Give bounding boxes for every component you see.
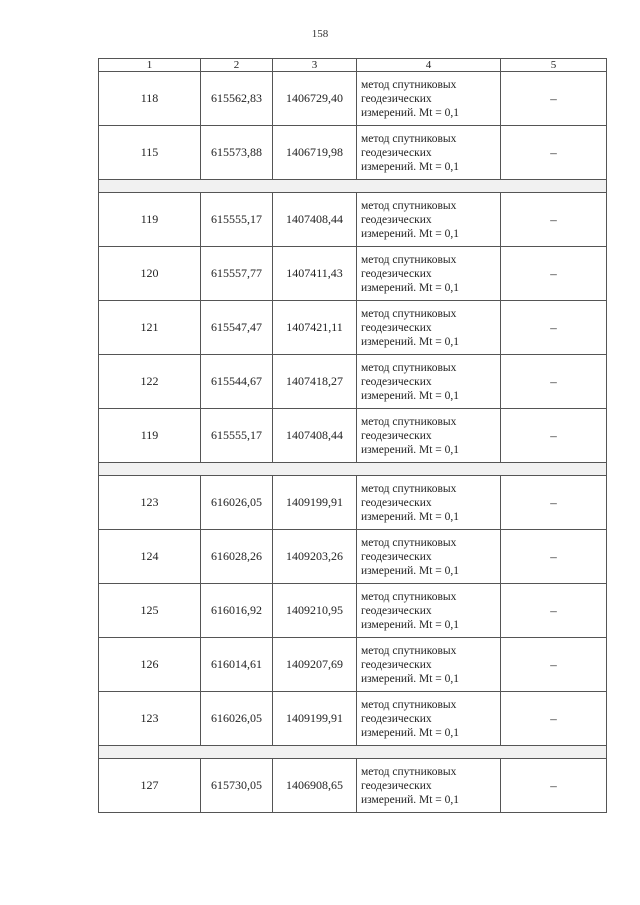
method-line: метод спутниковых bbox=[361, 78, 457, 91]
method-cell bbox=[357, 355, 501, 409]
table-row bbox=[99, 759, 607, 813]
method-line: метод спутниковых bbox=[361, 482, 457, 495]
note-cell: – bbox=[501, 193, 607, 247]
method-line: геодезических bbox=[361, 429, 432, 442]
y-coordinate-cell: 1406719,98 bbox=[273, 126, 357, 180]
table-row bbox=[99, 72, 607, 126]
header-cell-2: 2 bbox=[201, 59, 273, 72]
x-coordinate-cell: 615557,77 bbox=[201, 247, 273, 301]
header-cell-3: 3 bbox=[273, 59, 357, 72]
x-coordinate-cell: 616026,05 bbox=[201, 692, 273, 746]
point-number-cell: 121 bbox=[99, 301, 201, 355]
method-cell bbox=[357, 476, 501, 530]
method-cell bbox=[357, 247, 501, 301]
method-line: метод спутниковых bbox=[361, 132, 457, 145]
method-line: измерений. Mt = 0,1 bbox=[361, 160, 460, 173]
y-coordinate-cell: 1407418,27 bbox=[273, 355, 357, 409]
table-row bbox=[99, 355, 607, 409]
table-row bbox=[99, 247, 607, 301]
note-cell: – bbox=[501, 301, 607, 355]
x-coordinate-cell: 615573,88 bbox=[201, 126, 273, 180]
y-coordinate-cell: 1407408,44 bbox=[273, 193, 357, 247]
method-cell bbox=[357, 692, 501, 746]
method-line: метод спутниковых bbox=[361, 765, 457, 778]
table-body bbox=[99, 59, 607, 813]
note-cell: – bbox=[501, 476, 607, 530]
separator-cell bbox=[99, 180, 607, 193]
method-cell bbox=[357, 638, 501, 692]
method-line: измерений. Mt = 0,1 bbox=[361, 510, 460, 523]
x-coordinate-cell: 616014,61 bbox=[201, 638, 273, 692]
method-cell bbox=[357, 126, 501, 180]
y-coordinate-cell: 1409203,26 bbox=[273, 530, 357, 584]
method-line: геодезических bbox=[361, 375, 432, 388]
x-coordinate-cell: 615555,17 bbox=[201, 409, 273, 463]
method-line: измерений. Mt = 0,1 bbox=[361, 335, 460, 348]
point-number-cell: 115 bbox=[99, 126, 201, 180]
point-number-cell: 123 bbox=[99, 476, 201, 530]
method-cell bbox=[357, 409, 501, 463]
y-coordinate-cell: 1407421,11 bbox=[273, 301, 357, 355]
note-cell: – bbox=[501, 759, 607, 813]
method-line: измерений. Mt = 0,1 bbox=[361, 618, 460, 631]
method-line: геодезических bbox=[361, 712, 432, 725]
x-coordinate-cell: 615730,05 bbox=[201, 759, 273, 813]
method-cell bbox=[357, 584, 501, 638]
page-number: 158 bbox=[311, 28, 329, 40]
table-row bbox=[99, 584, 607, 638]
method-line: метод спутниковых bbox=[361, 644, 457, 657]
y-coordinate-cell: 1409207,69 bbox=[273, 638, 357, 692]
y-coordinate-cell: 1407408,44 bbox=[273, 409, 357, 463]
note-cell: – bbox=[501, 126, 607, 180]
method-line: геодезических bbox=[361, 550, 432, 563]
y-coordinate-cell: 1406908,65 bbox=[273, 759, 357, 813]
table-row bbox=[99, 193, 607, 247]
note-cell: – bbox=[501, 638, 607, 692]
section-separator-row bbox=[99, 746, 607, 759]
method-line: метод спутниковых bbox=[361, 536, 457, 549]
x-coordinate-cell: 615562,83 bbox=[201, 72, 273, 126]
table-row bbox=[99, 126, 607, 180]
method-line: измерений. Mt = 0,1 bbox=[361, 564, 460, 577]
method-line: геодезических bbox=[361, 604, 432, 617]
method-line: метод спутниковых bbox=[361, 415, 457, 428]
point-number-cell: 126 bbox=[99, 638, 201, 692]
table-row bbox=[99, 476, 607, 530]
method-line: метод спутниковых bbox=[361, 590, 457, 603]
method-line: измерений. Mt = 0,1 bbox=[361, 726, 460, 739]
table-row bbox=[99, 530, 607, 584]
method-cell bbox=[357, 759, 501, 813]
method-line: метод спутниковых bbox=[361, 307, 457, 320]
method-line: измерений. Mt = 0,1 bbox=[361, 227, 460, 240]
point-number-cell: 120 bbox=[99, 247, 201, 301]
y-coordinate-cell: 1409199,91 bbox=[273, 476, 357, 530]
separator-cell bbox=[99, 463, 607, 476]
method-cell bbox=[357, 301, 501, 355]
coordinates-table bbox=[98, 58, 607, 813]
method-line: геодезических bbox=[361, 321, 432, 334]
method-line: измерений. Mt = 0,1 bbox=[361, 281, 460, 294]
table-row bbox=[99, 692, 607, 746]
point-number-cell: 119 bbox=[99, 193, 201, 247]
note-cell: – bbox=[501, 530, 607, 584]
point-number-cell: 125 bbox=[99, 584, 201, 638]
method-line: измерений. Mt = 0,1 bbox=[361, 389, 460, 402]
method-line: геодезических bbox=[361, 779, 432, 792]
separator-cell bbox=[99, 746, 607, 759]
x-coordinate-cell: 616026,05 bbox=[201, 476, 273, 530]
method-line: геодезических bbox=[361, 92, 432, 105]
method-line: измерений. Mt = 0,1 bbox=[361, 793, 460, 806]
point-number-cell: 127 bbox=[99, 759, 201, 813]
method-cell bbox=[357, 72, 501, 126]
point-number-cell: 119 bbox=[99, 409, 201, 463]
note-cell: – bbox=[501, 247, 607, 301]
method-line: измерений. Mt = 0,1 bbox=[361, 106, 460, 119]
table-row bbox=[99, 638, 607, 692]
table-header-row bbox=[99, 59, 607, 72]
method-line: геодезических bbox=[361, 658, 432, 671]
x-coordinate-cell: 615547,47 bbox=[201, 301, 273, 355]
x-coordinate-cell: 616028,26 bbox=[201, 530, 273, 584]
method-line: измерений. Mt = 0,1 bbox=[361, 443, 460, 456]
x-coordinate-cell: 615555,17 bbox=[201, 193, 273, 247]
note-cell: – bbox=[501, 355, 607, 409]
note-cell: – bbox=[501, 584, 607, 638]
x-coordinate-cell: 616016,92 bbox=[201, 584, 273, 638]
method-line: метод спутниковых bbox=[361, 199, 457, 212]
note-cell: – bbox=[501, 72, 607, 126]
section-separator-row bbox=[99, 180, 607, 193]
method-line: измерений. Mt = 0,1 bbox=[361, 672, 460, 685]
method-cell bbox=[357, 530, 501, 584]
section-separator-row bbox=[99, 463, 607, 476]
note-cell: – bbox=[501, 692, 607, 746]
method-line: геодезических bbox=[361, 267, 432, 280]
method-line: метод спутниковых bbox=[361, 361, 457, 374]
method-line: метод спутниковых bbox=[361, 253, 457, 266]
point-number-cell: 118 bbox=[99, 72, 201, 126]
header-cell-4: 4 bbox=[357, 59, 501, 72]
point-number-cell: 123 bbox=[99, 692, 201, 746]
y-coordinate-cell: 1406729,40 bbox=[273, 72, 357, 126]
point-number-cell: 124 bbox=[99, 530, 201, 584]
method-line: геодезических bbox=[361, 496, 432, 509]
y-coordinate-cell: 1407411,43 bbox=[273, 247, 357, 301]
method-cell bbox=[357, 193, 501, 247]
header-cell-5: 5 bbox=[501, 59, 607, 72]
point-number-cell: 122 bbox=[99, 355, 201, 409]
y-coordinate-cell: 1409199,91 bbox=[273, 692, 357, 746]
header-cell-1: 1 bbox=[99, 59, 201, 72]
table-row bbox=[99, 301, 607, 355]
table-row bbox=[99, 409, 607, 463]
method-line: метод спутниковых bbox=[361, 698, 457, 711]
x-coordinate-cell: 615544,67 bbox=[201, 355, 273, 409]
y-coordinate-cell: 1409210,95 bbox=[273, 584, 357, 638]
note-cell: – bbox=[501, 409, 607, 463]
method-line: геодезических bbox=[361, 146, 432, 159]
method-line: геодезических bbox=[361, 213, 432, 226]
